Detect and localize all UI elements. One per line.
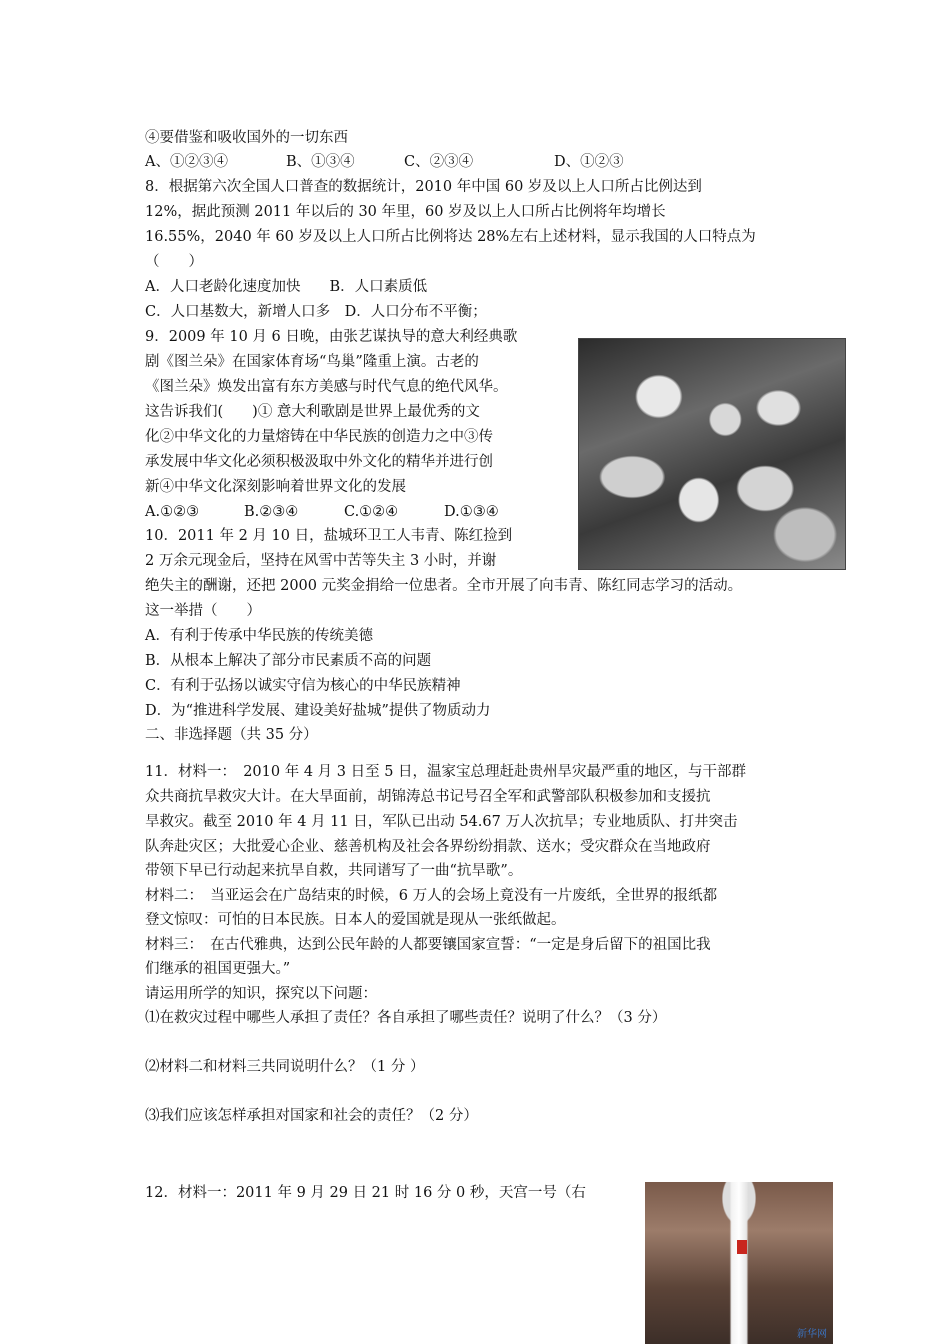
q9-option-b: B.②③④ — [244, 504, 299, 520]
text-line-q11-l3: 旱救灾。截至 2010 年 4 月 11 日，军队已出动 54.67 万人次抗旱；专业地质队、打井突击 — [145, 814, 738, 830]
text-line-section2: 二、非选择题（共 35 分） — [145, 727, 318, 743]
text-line-q10-optA: A．有利于传承中华民族的传统美德 — [145, 628, 373, 644]
text-line-q11-m3-l2: 们继承的祖国更强大。” — [145, 961, 291, 977]
text-line-q10-l4: 这一举措（ ） — [145, 603, 261, 619]
text-line-q8-l3: 16.55%，2040 年 60 岁及以上人口所占比例将达 28%左右上述材料，显示我国的人口特点为 — [145, 229, 756, 245]
q9-option-c: C.①②④ — [344, 504, 399, 520]
text-line-q11-l2: 众共商抗旱救灾大计。在大旱面前，胡锦涛总书记号召全军和武警部队积极参加和支援抗 — [145, 789, 711, 805]
watermark-logo: 新华网 — [797, 1329, 827, 1340]
text-line-q10-l2: 2 万余元现金后，坚持在风雪中苦等失主 3 小时，并谢 — [145, 553, 497, 569]
q9-option-a: A.①②③ — [145, 504, 200, 520]
text-line-q9-l5: 化②中华文化的力量熔铸在中华民族的创造力之中③传 — [145, 429, 493, 445]
text-line-q11-m3-l1: 材料三： 在古代雅典，达到公民年龄的人都要镶国家宣誓：“一定是身后留下的祖国比我 — [145, 937, 711, 953]
text-line-q9-l3: 《图兰朵》焕发出富有东方美感与时代气息的绝代风华。 — [145, 379, 508, 395]
text-line-q11-m2-l2: 登文惊叹：可怕的日本民族。日本人的爱国就是现从一张纸做起。 — [145, 912, 566, 928]
q7-option-c: C、②③④ — [404, 154, 474, 170]
text-line-q11-sub3: ⑶我们应该怎样承担对国家和社会的责任？（2 分） — [145, 1108, 478, 1124]
text-line-q11-sub2: ⑵材料二和材料三共同说明什么？（1 分 ） — [145, 1059, 425, 1075]
text-line-q12-l1: 12．材料一：2011 年 9 月 29 日 21 时 16 分 0 秒，天宫一号（右 — [145, 1185, 586, 1201]
text-line-q9-l7: 新④中华文化深刻影响着世界文化的发展 — [145, 479, 406, 495]
text-line-q8-opt-cd: C．人口基数大，新增人口多 D．人口分布不平衡； — [145, 304, 487, 320]
text-line-q8-l4: （ ） — [145, 254, 203, 270]
text-line-q7-item4: ④要借鉴和吸收国外的一切东西 — [145, 130, 348, 146]
text-line-q9-l6: 承发展中华文化必须积极汲取中外文化的精华并进行创 — [145, 454, 493, 470]
text-line-q8-l2: 12%，据此预测 2011 年以后的 30 年里，60 岁及以上人口所占比例将年均增长 — [145, 204, 666, 220]
text-line-q9-l1: 9．2009 年 10 月 6 日晚，由张艺谋执导的意大利经典歌 — [145, 329, 518, 345]
text-line-q8-opt-ab: A．人口老龄化速度加快 B．人口素质低 — [145, 279, 428, 295]
text-line-q9-l4: 这告诉我们( )① 意大利歌剧是世界上最优秀的文 — [145, 404, 480, 420]
text-line-q11-l4: 队奔赴灾区；大批爱心企业、慈善机构及社会各界纷纷捐款、送水；受灾群众在当地政府 — [145, 839, 711, 855]
turandot-performance-photo — [578, 338, 846, 570]
text-line-q9-l2: 剧《图兰朵》在国家体育场“鸟巢”隆重上演。古老的 — [145, 354, 479, 370]
text-line-q11-m2-l1: 材料二： 当亚运会在广岛结束的时候，6 万人的会场上竟没有一片废纸，全世界的报纸都 — [145, 888, 718, 904]
text-line-q10-optC: C．有利于弘扬以诚实守信为核心的中华民族精神 — [145, 678, 461, 694]
text-line-q11-prompt: 请运用所学的知识，探究以下问题： — [145, 986, 377, 1002]
q9-option-d: D.①③④ — [444, 504, 499, 520]
q7-option-d: D、①②③ — [554, 154, 624, 170]
q7-option-a: A、①②③④ — [145, 154, 228, 170]
text-line-q11-sub1: ⑴在救灾过程中哪些人承担了责任？各自承担了哪些责任？说明了什么？（3 分） — [145, 1010, 667, 1026]
tiangong-launch-photo — [645, 1182, 833, 1344]
text-line-q10-l1: 10．2011 年 2 月 10 日，盐城环卫工人韦青、陈红捡到 — [145, 528, 513, 544]
text-line-q8-l1: 8．根据第六次全国人口普查的数据统计，2010 年中国 60 岁及以上人口所占比例达到 — [145, 179, 702, 195]
text-line-q10-optB: B．从根本上解决了部分市民素质不高的问题 — [145, 653, 432, 669]
text-line-q11-l5: 带领下早已行动起来抗旱自救，共同谱写了一曲“抗旱歌”。 — [145, 863, 523, 879]
q7-option-b: B、①③④ — [286, 154, 355, 170]
text-line-q11-l1: 11．材料一： 2010 年 4 月 3 日至 5 日，温家宝总理赶赴贵州旱灾最严重的地区，与干部群 — [145, 764, 747, 780]
flag-mark — [737, 1240, 747, 1254]
text-line-q10-l3: 绝失主的酬谢，还把 2000 元奖金捐给一位患者。全市开展了向韦青、陈红同志学习的活动。 — [145, 578, 743, 594]
text-line-q10-optD: D．为“推进科学发展、建设美好盐城”提供了物质动力 — [145, 703, 491, 719]
